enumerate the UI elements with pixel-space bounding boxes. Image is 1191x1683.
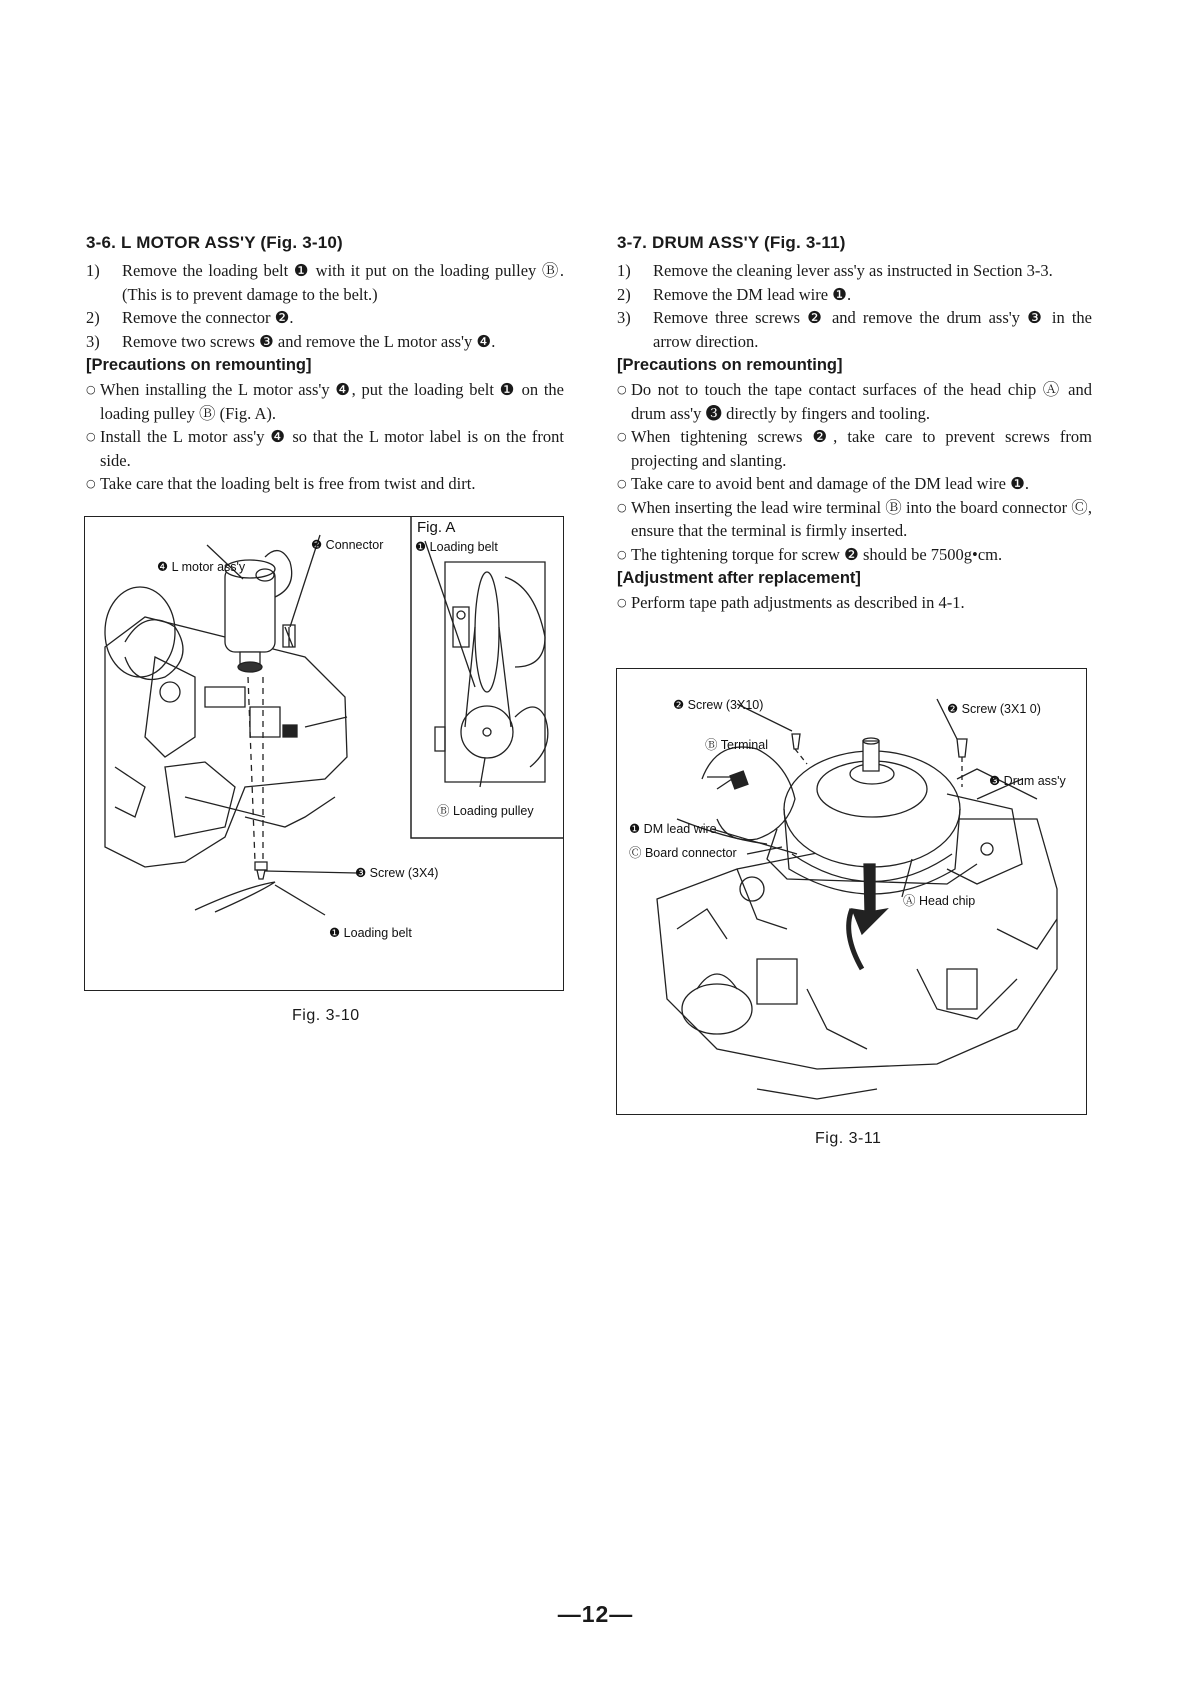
precautions-title: [Precautions on remounting] <box>86 356 312 374</box>
step-item: 2) Remove the DM lead wire ❶. <box>617 284 852 304</box>
precaution-item: ○ When inserting the lead wire terminal Ⓑ into the board connector Ⓒ, ensure that the terminal is firmly inserted. <box>617 497 1092 540</box>
precaution-item: ○ The tightening torque for screw ❷ should be 7500g•cm. <box>617 544 1003 564</box>
screw-right-label: ❷ Screw (3X1 0) <box>947 702 1041 716</box>
step-item: 2) Remove the connector ❷. <box>86 308 294 327</box>
section-heading: 3-6. L MOTOR ASS'Y (Fig. 3-10) <box>86 233 343 252</box>
dm-lead-label: ❶ DM lead wire <box>629 822 717 836</box>
terminal-label: Ⓑ Terminal <box>705 738 768 752</box>
screw-label: ❸ Screw (3X4) <box>355 866 439 880</box>
l-motor-diagram <box>85 517 563 990</box>
adjustment-item: ○ Perform tape path adjustments as described in 4-1. <box>617 593 965 612</box>
loading-belt-label: ❶ Loading belt <box>329 926 412 940</box>
precautions-title: [Precautions on remounting] <box>617 356 843 374</box>
section-l-motor <box>86 233 564 496</box>
fig-a-title: Fig. A <box>417 519 456 536</box>
section-heading: 3-7. DRUM ASS'Y (Fig. 3-11) <box>617 233 846 252</box>
board-connector-label: Ⓒ Board connector <box>629 846 737 860</box>
figure-caption-3-11: Fig. 3-11 <box>815 1130 882 1147</box>
step-item: 3) Remove two screws ❸ and remove the L motor ass'y ❹. <box>86 331 496 351</box>
section-drum <box>617 233 1092 615</box>
adjustment-title: [Adjustment after replacement] <box>617 569 861 587</box>
step-item: 1) Remove the loading belt ❶ with it put on the loading pulley Ⓑ. (This is to prevent damage to the belt.) <box>86 261 564 304</box>
l-motor-label: ❹ L motor ass'y <box>157 560 246 574</box>
precaution-item: ○ Take care that the loading belt is free from twist and dirt. <box>86 474 476 493</box>
drum-label: ❸ Drum ass'y <box>989 774 1066 788</box>
precaution-item: ○ Install the L motor ass'y ❹ so that the L motor label is on the front side. <box>86 427 564 470</box>
drum-diagram <box>617 669 1086 1114</box>
step-item: 1) Remove the cleaning lever ass'y as instructed in Section 3-3. <box>617 261 1053 280</box>
precaution-item: ○ When tightening screws ❷, take care to prevent screws from projecting and slanting. <box>617 427 1092 470</box>
head-chip-label: Ⓐ Head chip <box>903 894 976 908</box>
page-number: —12— <box>557 1601 634 1627</box>
precaution-item: ○ When installing the L motor ass'y ❹, put the loading belt ❶ on the loading pulley Ⓑ (Fig. A). <box>86 380 564 423</box>
figure-3-11 <box>616 668 1087 1115</box>
figure-3-10 <box>84 516 564 991</box>
screw-left-label: ❷ Screw (3X10) <box>673 698 764 712</box>
fig-a-loading-belt-label: ❶ Loading belt <box>415 540 498 554</box>
step-item: 3) Remove three screws ❷ and remove the drum ass'y ❸ in the arrow direction. <box>617 308 1092 351</box>
connector-label: ❷ Connector <box>311 538 384 552</box>
precaution-item: ○ Take care to avoid bent and damage of the DM lead wire ❶. <box>617 474 1030 493</box>
fig-a-loading-pulley-label: Ⓑ Loading pulley <box>437 804 534 818</box>
precaution-item: ○ Do not to touch the tape contact surfaces of the head chip Ⓐ and drum ass'y ❸ directly by fingers and tooling. <box>617 380 1092 423</box>
figure-caption-3-10: Fig. 3-10 <box>292 1007 360 1024</box>
